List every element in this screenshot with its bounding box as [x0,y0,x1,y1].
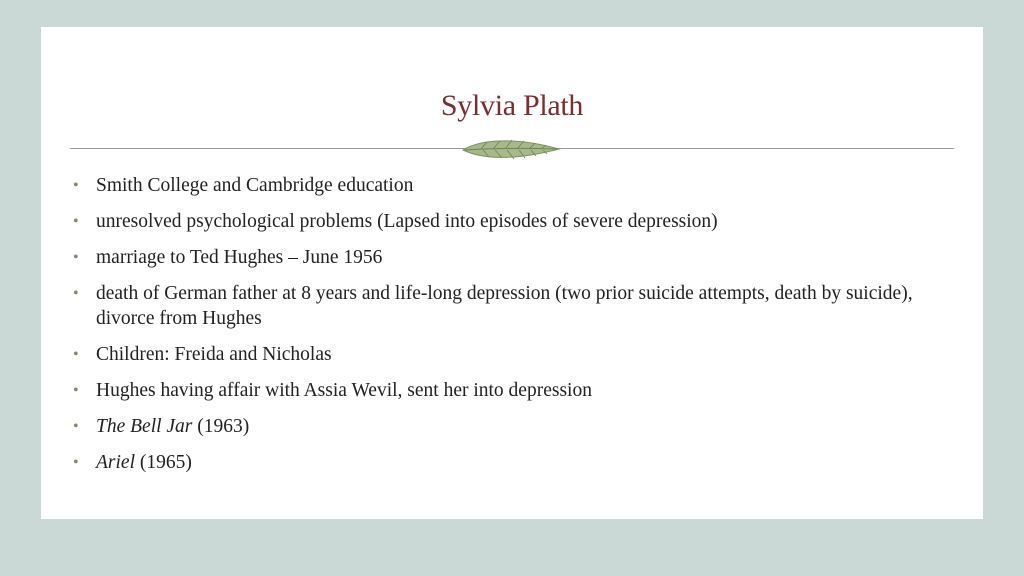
leaf-ornament-icon [461,135,561,165]
list-item [71,414,951,439]
bullet-list [71,173,951,486]
bullet-dot-icon: • [73,382,79,399]
list-item [71,209,951,234]
bullet-dot-icon: • [73,213,79,230]
bullet-dot-icon: • [73,454,79,471]
bullet-dot-icon: • [73,249,79,266]
bullet-dot-icon: • [73,285,79,302]
list-item [71,378,951,403]
list-item-text: Children: Freida and Nicholas [96,344,332,365]
bullet-dot-icon: • [73,346,79,363]
bullet-dot-icon: • [73,177,79,194]
list-item [71,450,951,475]
list-item [71,281,951,331]
book-title: The Bell Jar [96,416,193,437]
slide [41,27,983,519]
list-item [71,173,951,198]
bullet-dot-icon: • [73,418,79,435]
book-year: (1963) [192,416,250,437]
slide-title: Sylvia Plath [440,89,584,122]
list-item [71,245,951,270]
book-title: Ariel [96,452,135,473]
list-item-text: Smith College and Cambridge education [96,175,414,196]
book-year: (1965) [135,452,192,473]
list-item-text: marriage to Ted Hughes – June 1956 [96,247,383,268]
list-item-text: unresolved psychological problems (Lapsed into episodes of severe depression) [96,211,718,232]
list-item-text: Hughes having affair with Assia Wevil, sent her into depression [96,380,592,401]
list-item-text: death of German father at 8 years and life-long depression (two prior suicide attempts, death by suicide), divorce from Hughes [96,283,913,329]
list-item [71,342,951,367]
